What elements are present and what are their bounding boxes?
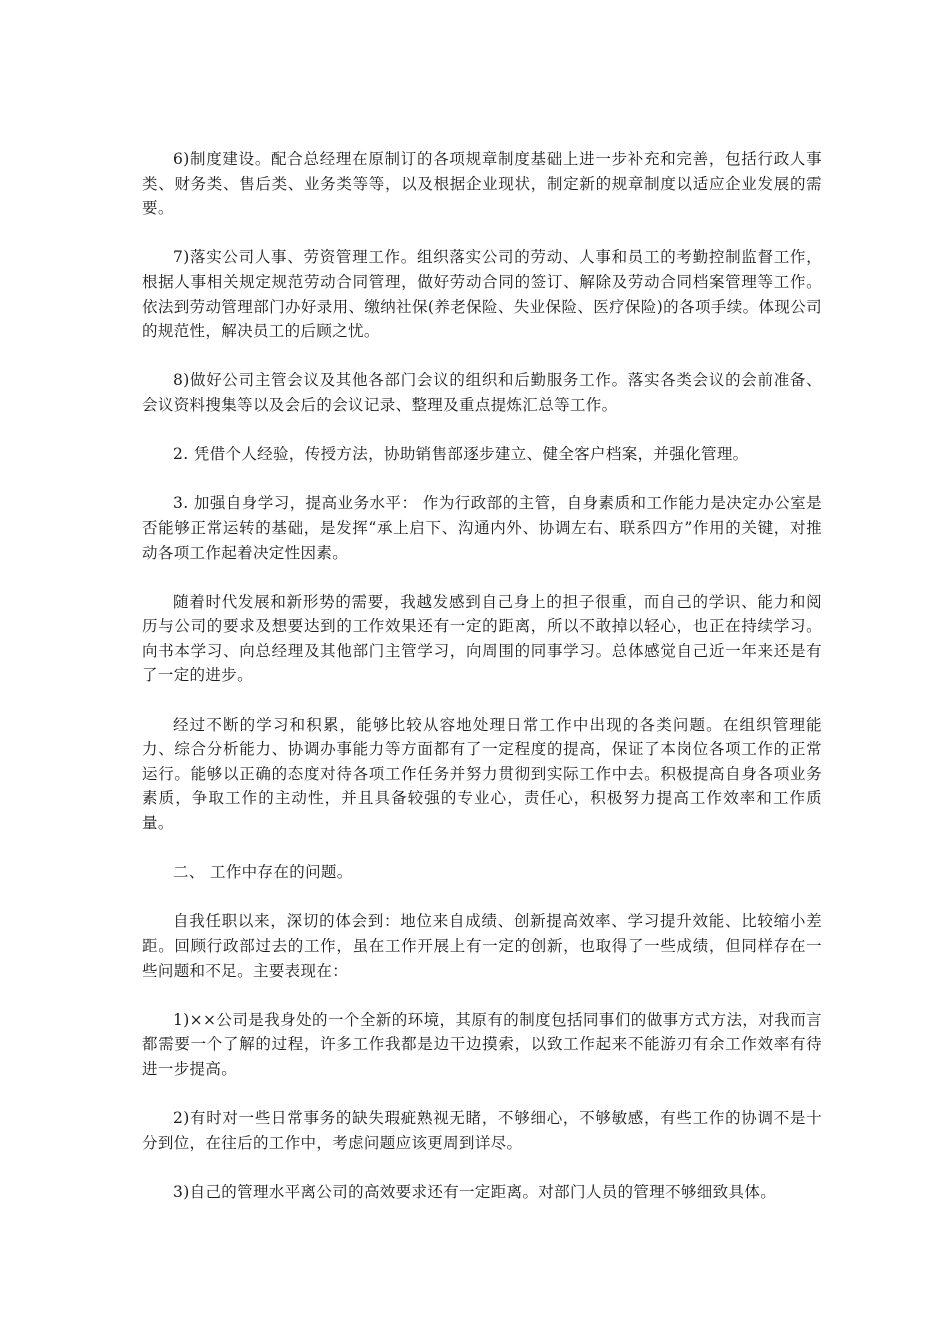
section-heading-problems: 二、 工作中存在的问题。: [173, 863, 353, 882]
paragraph-personnel-management: 7)落实公司人事、劳资管理工作。组织落实公司的劳动、人事和员工的考勤控制监督工作，根据人事相关规定规范劳动合同管理，做好劳动合同的签订、解除及劳动合同档案管理等工作。依法到劳动管理部门办好录用、缴纳社保(养老保险、失业保险、医疗保险)的各项手续。体现公司的规范性，解决员工的后顾之忧。: [142, 248, 822, 341]
paragraph-accumulation: 经过不断的学习和积累，能够比较从容地处理日常工作中出现的各类问题。在组织管理能力、综合分析能力、协调办事能力等方面都有了一定程度的提高，保证了本岗位各项工作的正常运行。能够以正确的态度对待各项工作任务并努力贯彻到实际工作中去。积极提高自身各项业务素质，争取工作的主动性，并且具备较强的专业心，责任心，积极努力提高工作效率和工作质量。: [142, 715, 822, 833]
document-body: [142, 147, 822, 1205]
paragraph-problem-2: 2)有时对一些日常事务的缺失瑕疵熟视无睹，不够细心，不够敏感，有些工作的协调不是十分到位，在往后的工作中，考虑问题应该更周到详尽。: [142, 1109, 822, 1152]
paragraph-self-study: 3. 加强自身学习，提高业务水平： 作为行政部的主管，自身素质和工作能力是决定办公室是否能够正常运转的基础，是发挥“承上启下、沟通内外、协调左右、联系四方”作用的关键，对推动各项工作起着决定性因素。: [142, 494, 822, 562]
paragraph-meeting-organization: 8)做好公司主管会议及其他各部门会议的组织和后勤服务工作。落实各类会议的会前准备、会议资料搜集等以及会后的会议记录、整理及重点提炼汇总等工作。: [142, 371, 822, 414]
paragraph-problem-3: 3)自己的管理水平离公司的高效要求还有一定距离。对部门人员的管理不够细致具体。: [173, 1182, 777, 1201]
paragraph-self-review: 自我任职以来，深切的体会到：地位来自成绩、创新提高效率、学习提升效能、比较缩小差距。回顾行政部过去的工作，虽在工作开展上有一定的创新，也取得了一些成绩，但同样存在一些问题和不足。主要表现在：: [142, 912, 822, 980]
paragraph-continuous-learning: 随着时代发展和新形势的需要，我越发感到自己身上的担子很重，而自己的学识、能力和阅历与公司的要求及想要达到的工作效果还有一定的距离，所以不敢掉以轻心，也正在持续学习。向书本学习、向总经理及其他部门主管学习，向周围的同事学习。总体感觉自己近一年来还是有了一定的进步。: [142, 592, 822, 685]
paragraph-system-building: 6)制度建设。配合总经理在原制订的各项规章制度基础上进一步补充和完善，包括行政人事类、财务类、售后类、业务类等等，以及根据企业现状，制定新的规章制度以适应企业发展的需要。: [142, 150, 822, 218]
paragraph-problem-1: 1)××公司是我身处的一个全新的环境，其原有的制度包括同事们的做事方式方法，对我而言都需要一个了解的过程，许多工作我都是边干边摸索，以致工作起来不能游刃有余工作效率有待进一步提高。: [142, 1010, 822, 1078]
paragraph-customer-files: 2. 凭借个人经验，传授方法，协助销售部逐步建立、健全客户档案，并强化管理。: [173, 445, 749, 464]
